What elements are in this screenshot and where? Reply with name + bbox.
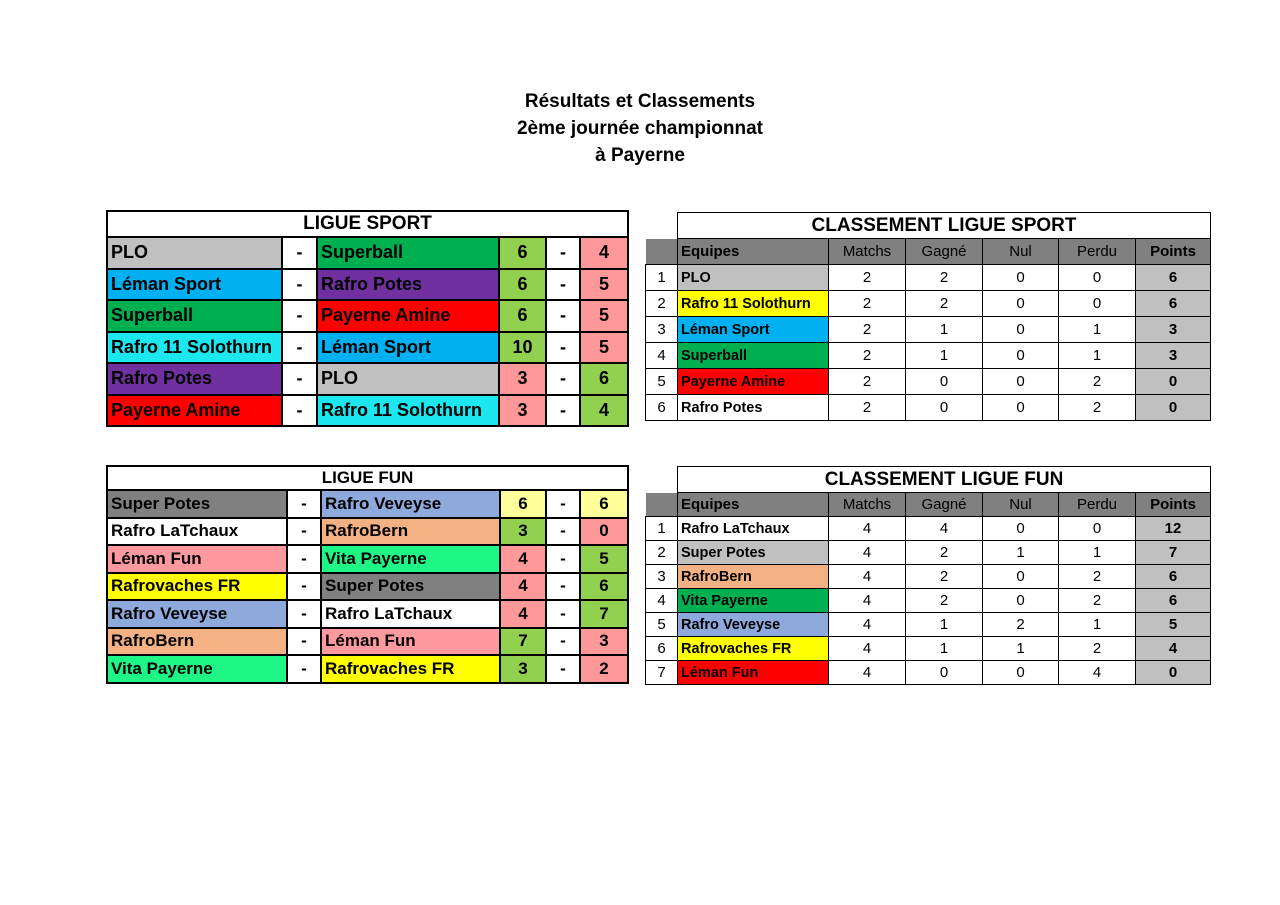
match-row <box>107 395 628 427</box>
perdu-value: 2 <box>1059 395 1136 421</box>
nul-value: 1 <box>983 637 1059 661</box>
match-row <box>107 628 628 656</box>
standings-row <box>646 265 1211 291</box>
score-separator: - <box>546 545 580 573</box>
home-team: Rafro LaTchaux <box>107 518 287 546</box>
team-name: PLO <box>678 265 829 291</box>
points-value: 6 <box>1136 291 1211 317</box>
title-line-3: à Payerne <box>595 145 685 166</box>
team-separator: - <box>287 518 321 546</box>
rank: 1 <box>646 517 678 541</box>
team-name: Rafro Veveyse <box>678 613 829 637</box>
gagne-value: 2 <box>906 541 983 565</box>
standings-row <box>646 517 1211 541</box>
away-team: Vita Payerne <box>321 545 500 573</box>
gagne-value: 1 <box>906 343 983 369</box>
col-perdu-header: Perdu <box>1059 239 1136 265</box>
score-separator: - <box>546 628 580 656</box>
gagne-value: 2 <box>906 265 983 291</box>
standings-row <box>646 589 1211 613</box>
home-team: Rafro Veveyse <box>107 600 287 628</box>
gagne-value: 2 <box>906 589 983 613</box>
gagne-value: 4 <box>906 517 983 541</box>
matchs-value: 2 <box>829 265 906 291</box>
sport-standings-header: CLASSEMENT LIGUE SPORT <box>678 213 1211 239</box>
away-score: 5 <box>580 300 628 332</box>
nul-value: 0 <box>983 589 1059 613</box>
col-points-header: Points <box>1136 493 1211 517</box>
sport-results-table <box>106 210 629 427</box>
home-score: 4 <box>500 573 546 601</box>
perdu-value: 1 <box>1059 343 1136 369</box>
matchs-value: 4 <box>829 565 906 589</box>
team-separator: - <box>287 490 321 518</box>
score-separator: - <box>546 518 580 546</box>
match-row <box>107 490 628 518</box>
home-score: 7 <box>500 628 546 656</box>
away-score: 6 <box>580 490 628 518</box>
rank: 2 <box>646 291 678 317</box>
matchs-value: 4 <box>829 517 906 541</box>
col-equipes-header: Equipes <box>678 493 829 517</box>
score-separator: - <box>546 237 580 269</box>
away-team: RafroBern <box>321 518 500 546</box>
col-perdu-header: Perdu <box>1059 493 1136 517</box>
gagne-value: 0 <box>906 369 983 395</box>
points-value: 6 <box>1136 565 1211 589</box>
team-separator: - <box>287 545 321 573</box>
score-separator: - <box>546 490 580 518</box>
title-line-2: 2ème journée championnat <box>516 118 763 139</box>
standings-row <box>646 369 1211 395</box>
gagne-value: 2 <box>906 565 983 589</box>
home-score: 3 <box>500 655 546 683</box>
points-value: 7 <box>1136 541 1211 565</box>
home-score: 6 <box>499 269 546 301</box>
points-value: 3 <box>1136 343 1211 369</box>
away-score: 7 <box>580 600 628 628</box>
points-value: 6 <box>1136 265 1211 291</box>
perdu-value: 1 <box>1059 317 1136 343</box>
points-value: 6 <box>1136 589 1211 613</box>
matchs-value: 2 <box>829 395 906 421</box>
standings-row <box>646 343 1211 369</box>
matchs-value: 4 <box>829 661 906 685</box>
perdu-value: 2 <box>1059 369 1136 395</box>
matchs-value: 4 <box>829 541 906 565</box>
match-row <box>107 518 628 546</box>
away-team: Payerne Amine <box>317 300 499 332</box>
home-score: 3 <box>499 395 546 427</box>
points-value: 0 <box>1136 369 1211 395</box>
match-row <box>107 655 628 683</box>
matchs-value: 2 <box>829 317 906 343</box>
perdu-value: 2 <box>1059 565 1136 589</box>
team-name: Rafro Potes <box>678 395 829 421</box>
home-score: 3 <box>499 363 546 395</box>
rank: 1 <box>646 265 678 291</box>
standings-row <box>646 613 1211 637</box>
perdu-value: 0 <box>1059 291 1136 317</box>
standings-row <box>646 565 1211 589</box>
score-separator: - <box>546 600 580 628</box>
standings-row <box>646 541 1211 565</box>
team-name: Rafro 11 Solothurn <box>678 291 829 317</box>
home-team: Rafro Potes <box>107 363 282 395</box>
team-name: Rafro LaTchaux <box>678 517 829 541</box>
away-score: 5 <box>580 545 628 573</box>
points-value: 4 <box>1136 637 1211 661</box>
team-separator: - <box>282 237 317 269</box>
team-name: Léman Sport <box>678 317 829 343</box>
match-row <box>107 332 628 364</box>
away-team: Super Potes <box>321 573 500 601</box>
team-separator: - <box>282 332 317 364</box>
nul-value: 0 <box>983 291 1059 317</box>
rank: 3 <box>646 565 678 589</box>
team-name: Payerne Amine <box>678 369 829 395</box>
team-separator: - <box>282 300 317 332</box>
away-score: 6 <box>580 363 628 395</box>
standings-row <box>646 637 1211 661</box>
home-score: 6 <box>499 237 546 269</box>
home-team: RafroBern <box>107 628 287 656</box>
away-team: Léman Sport <box>317 332 499 364</box>
standings-row <box>646 317 1211 343</box>
home-team: Payerne Amine <box>107 395 282 427</box>
team-name: Rafrovaches FR <box>678 637 829 661</box>
perdu-value: 0 <box>1059 265 1136 291</box>
rank: 2 <box>646 541 678 565</box>
perdu-value: 1 <box>1059 613 1136 637</box>
standings-row <box>646 291 1211 317</box>
team-separator: - <box>287 600 321 628</box>
points-value: 5 <box>1136 613 1211 637</box>
match-row <box>107 545 628 573</box>
away-team: Léman Fun <box>321 628 500 656</box>
match-row <box>107 363 628 395</box>
rank: 3 <box>646 317 678 343</box>
match-row <box>107 237 628 269</box>
match-row <box>107 573 628 601</box>
team-separator: - <box>282 395 317 427</box>
team-name: Super Potes <box>678 541 829 565</box>
matchs-value: 2 <box>829 369 906 395</box>
nul-value: 1 <box>983 541 1059 565</box>
away-team: Rafro Potes <box>317 269 499 301</box>
home-score: 6 <box>499 300 546 332</box>
team-name: Superball <box>678 343 829 369</box>
home-team: Rafro 11 Solothurn <box>107 332 282 364</box>
home-score: 10 <box>499 332 546 364</box>
gagne-value: 0 <box>906 395 983 421</box>
rank: 4 <box>646 343 678 369</box>
away-team: Superball <box>317 237 499 269</box>
home-score: 6 <box>500 490 546 518</box>
nul-value: 0 <box>983 395 1059 421</box>
matchs-value: 4 <box>829 613 906 637</box>
team-separator: - <box>282 363 317 395</box>
perdu-value: 2 <box>1059 637 1136 661</box>
col-nul-header: Nul <box>983 493 1059 517</box>
team-separator: - <box>287 573 321 601</box>
col-gagne-header: Gagné <box>906 493 983 517</box>
rank: 4 <box>646 589 678 613</box>
home-score: 4 <box>500 545 546 573</box>
away-score: 5 <box>580 269 628 301</box>
points-value: 0 <box>1136 395 1211 421</box>
home-team: PLO <box>107 237 282 269</box>
nul-value: 0 <box>983 565 1059 589</box>
nul-value: 0 <box>983 343 1059 369</box>
team-name: Vita Payerne <box>678 589 829 613</box>
away-score: 4 <box>580 237 628 269</box>
match-row <box>107 269 628 301</box>
perdu-value: 0 <box>1059 517 1136 541</box>
score-separator: - <box>546 332 580 364</box>
col-points-header: Points <box>1136 239 1211 265</box>
away-score: 4 <box>580 395 628 427</box>
sport-standings-table <box>645 212 1211 421</box>
home-team: Vita Payerne <box>107 655 287 683</box>
team-separator: - <box>287 628 321 656</box>
fun-results-header: LIGUE FUN <box>107 466 628 490</box>
rank: 5 <box>646 613 678 637</box>
match-row <box>107 600 628 628</box>
away-team: Rafro LaTchaux <box>321 600 500 628</box>
rank: 5 <box>646 369 678 395</box>
matchs-value: 4 <box>829 637 906 661</box>
home-team: Léman Fun <box>107 545 287 573</box>
away-team: Rafrovaches FR <box>321 655 500 683</box>
score-separator: - <box>546 395 580 427</box>
match-row <box>107 300 628 332</box>
nul-value: 0 <box>983 661 1059 685</box>
team-name: Léman Fun <box>678 661 829 685</box>
gagne-value: 2 <box>906 291 983 317</box>
gagne-value: 1 <box>906 317 983 343</box>
matchs-value: 2 <box>829 343 906 369</box>
away-score: 6 <box>580 573 628 601</box>
rank-column-spacer <box>646 493 678 517</box>
standings-row <box>646 661 1211 685</box>
points-value: 0 <box>1136 661 1211 685</box>
rank: 6 <box>646 637 678 661</box>
away-team: Rafro 11 Solothurn <box>317 395 499 427</box>
perdu-value: 2 <box>1059 589 1136 613</box>
gagne-value: 1 <box>906 613 983 637</box>
title-line-1: Résultats et Classements <box>524 91 756 112</box>
col-equipes-header: Equipes <box>678 239 829 265</box>
sport-results-header: LIGUE SPORT <box>107 211 628 237</box>
team-name: RafroBern <box>678 565 829 589</box>
home-score: 4 <box>500 600 546 628</box>
score-separator: - <box>546 269 580 301</box>
matchs-value: 4 <box>829 589 906 613</box>
standings-column-header-row <box>646 239 1211 265</box>
home-team: Superball <box>107 300 282 332</box>
score-separator: - <box>546 300 580 332</box>
home-team: Super Potes <box>107 490 287 518</box>
col-nul-header: Nul <box>983 239 1059 265</box>
away-score: 5 <box>580 332 628 364</box>
away-score: 3 <box>580 628 628 656</box>
home-score: 3 <box>500 518 546 546</box>
team-separator: - <box>287 655 321 683</box>
away-team: Rafro Veveyse <box>321 490 500 518</box>
col-matchs-header: Matchs <box>829 239 906 265</box>
col-matchs-header: Matchs <box>829 493 906 517</box>
matchs-value: 2 <box>829 291 906 317</box>
rank: 7 <box>646 661 678 685</box>
rank: 6 <box>646 395 678 421</box>
nul-value: 0 <box>983 517 1059 541</box>
score-separator: - <box>546 655 580 683</box>
points-value: 3 <box>1136 317 1211 343</box>
standings-row <box>646 395 1211 421</box>
away-score: 0 <box>580 518 628 546</box>
nul-value: 2 <box>983 613 1059 637</box>
nul-value: 0 <box>983 369 1059 395</box>
col-gagne-header: Gagné <box>906 239 983 265</box>
perdu-value: 4 <box>1059 661 1136 685</box>
away-score: 2 <box>580 655 628 683</box>
fun-standings-header: CLASSEMENT LIGUE FUN <box>678 467 1211 493</box>
away-team: PLO <box>317 363 499 395</box>
gagne-value: 1 <box>906 637 983 661</box>
fun-results-table <box>106 465 629 684</box>
team-separator: - <box>282 269 317 301</box>
gagne-value: 0 <box>906 661 983 685</box>
standings-column-header-row <box>646 493 1211 517</box>
home-team: Léman Sport <box>107 269 282 301</box>
points-value: 12 <box>1136 517 1211 541</box>
rank-column-spacer <box>646 239 678 265</box>
page-title <box>0 88 1280 169</box>
perdu-value: 1 <box>1059 541 1136 565</box>
nul-value: 0 <box>983 317 1059 343</box>
nul-value: 0 <box>983 265 1059 291</box>
home-team: Rafrovaches FR <box>107 573 287 601</box>
score-separator: - <box>546 573 580 601</box>
fun-standings-table <box>645 466 1211 685</box>
score-separator: - <box>546 363 580 395</box>
